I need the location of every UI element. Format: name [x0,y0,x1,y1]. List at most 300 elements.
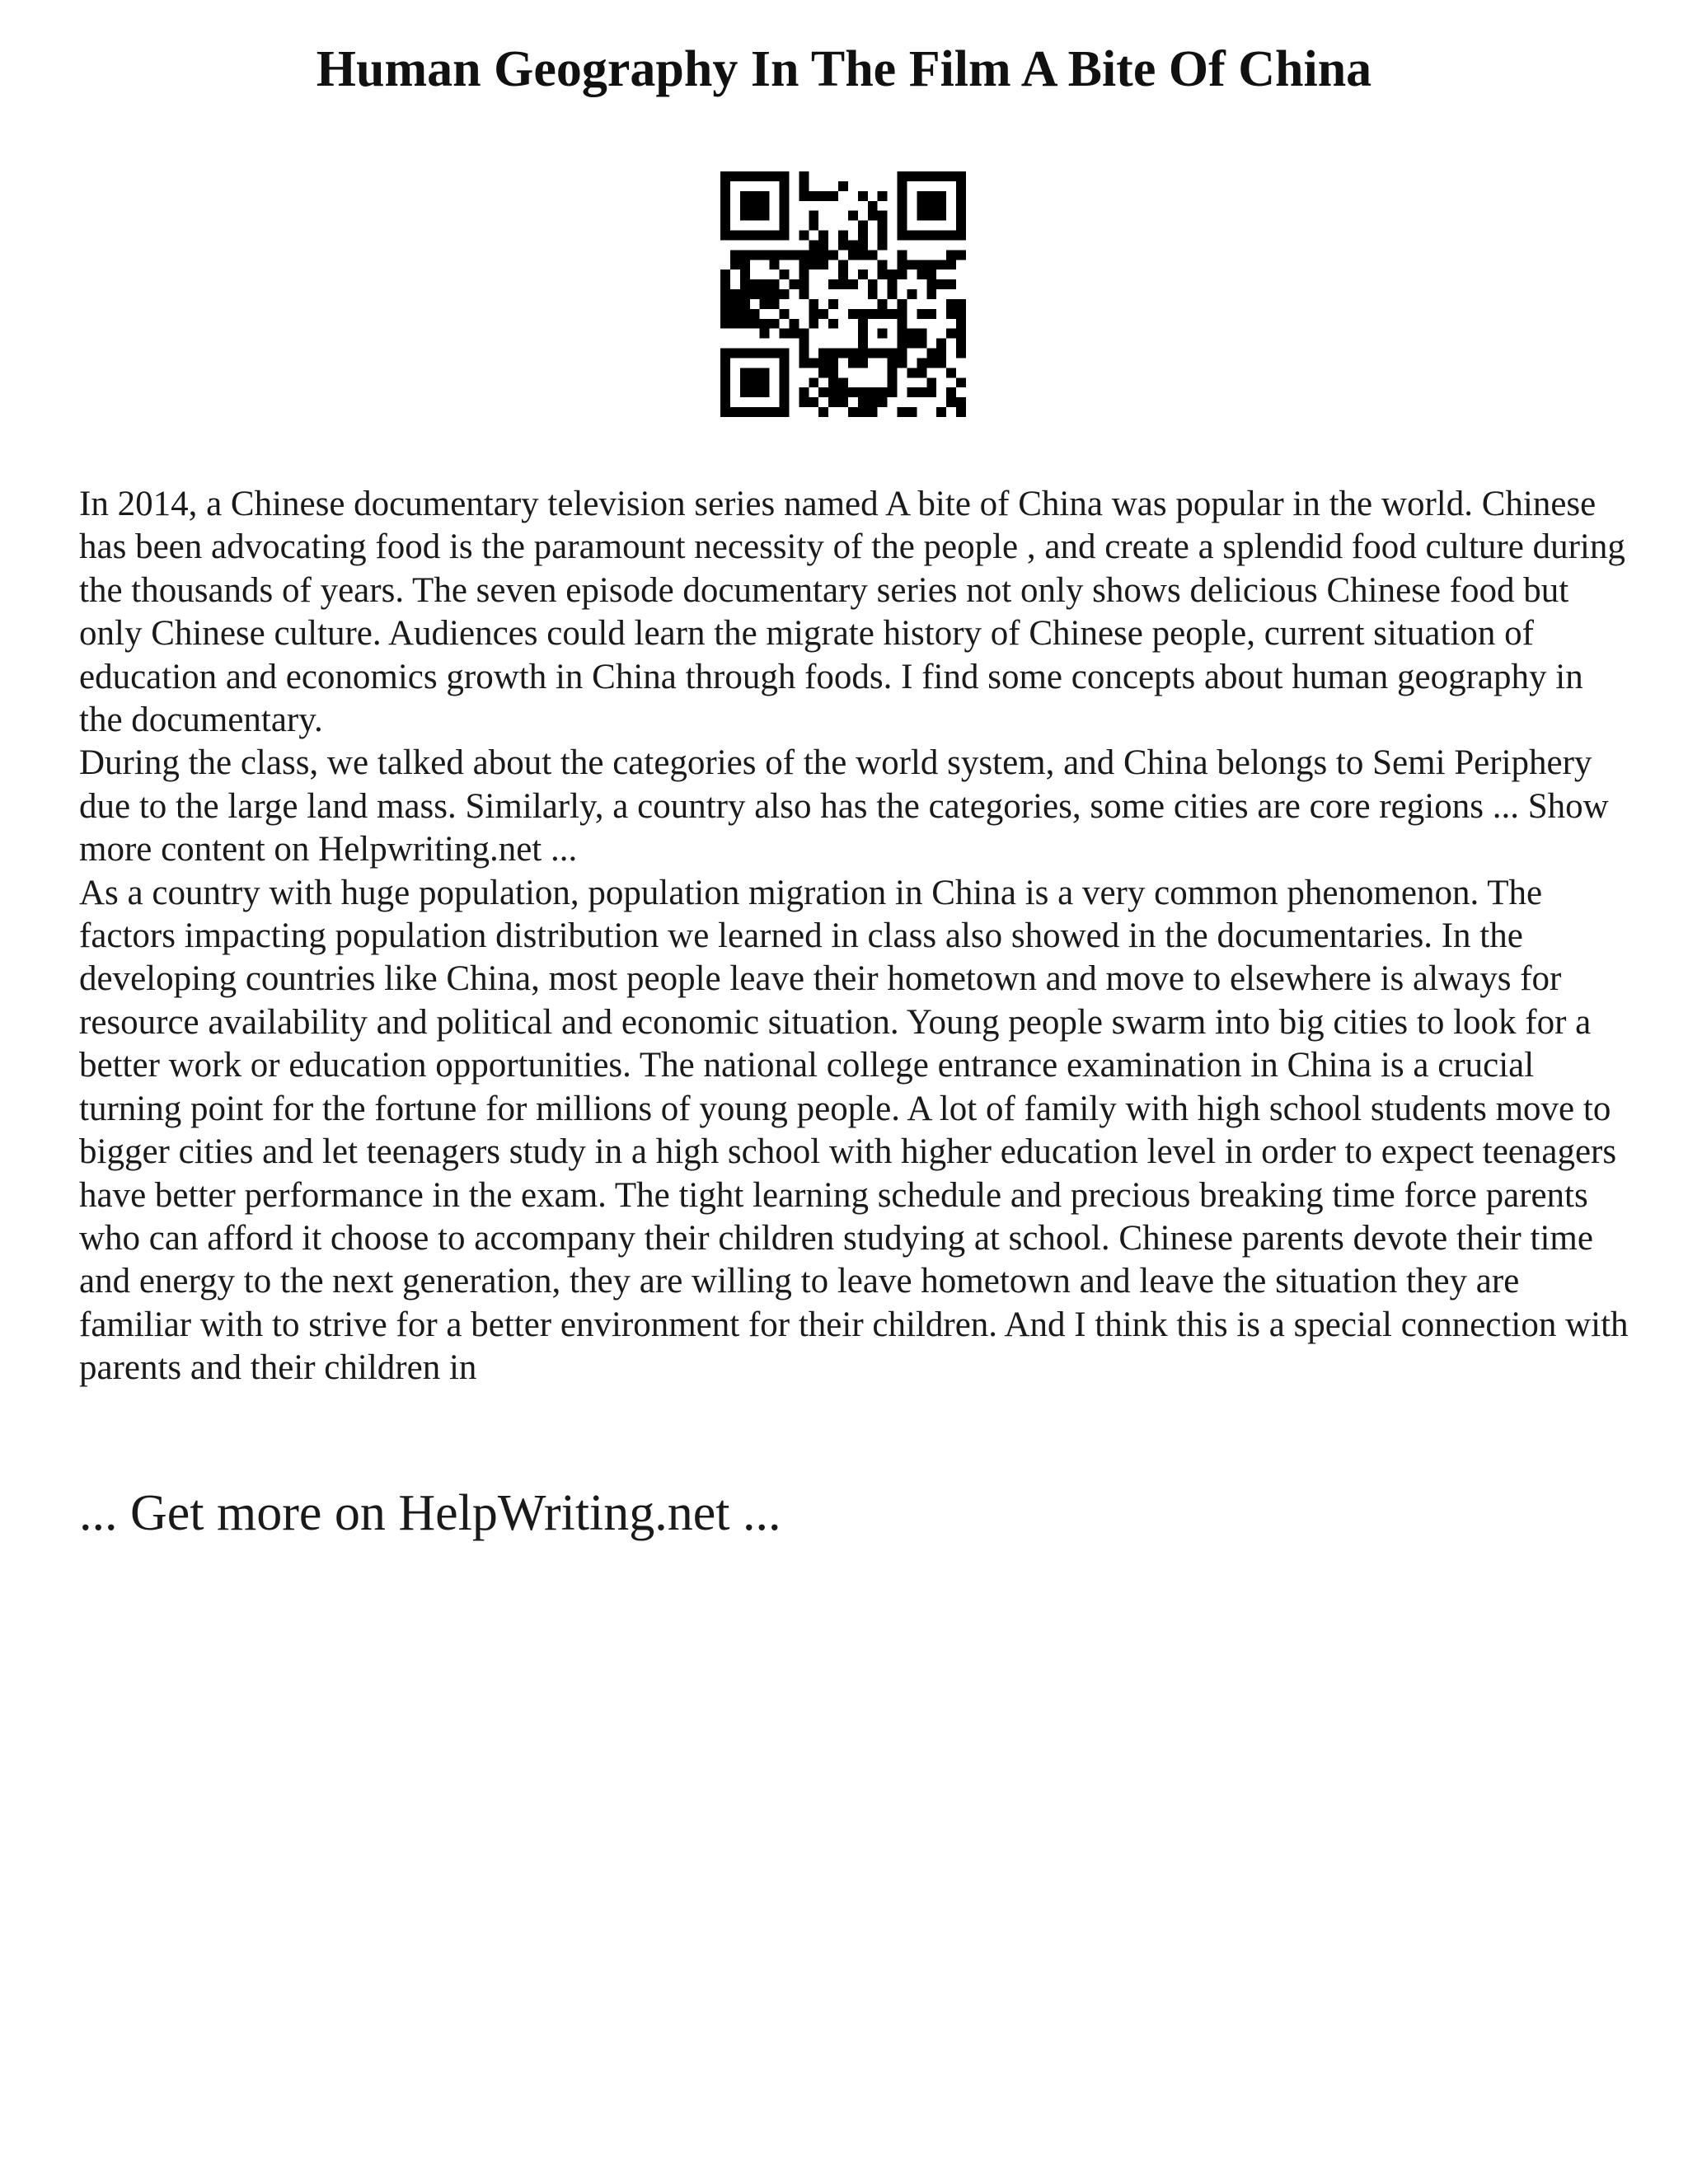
qr-module [780,191,790,201]
qr-module [799,397,809,407]
qr-module [770,260,780,269]
qr-module [917,387,926,397]
qr-module [818,191,828,201]
document-title: Human Geography In The Film A Bite Of China [316,41,1372,97]
qr-module [926,260,936,269]
qr-module [898,407,907,417]
document-body [79,483,1629,1390]
qr-module [828,397,838,407]
qr-module [720,299,730,309]
qr-module [789,329,799,339]
qr-module [917,211,926,221]
qr-module [818,358,828,368]
qr-module [946,231,956,241]
qr-module [898,171,907,181]
qr-module [878,260,888,269]
qr-module [907,171,917,181]
qr-module [760,368,770,377]
qr-module [888,289,898,299]
qr-module [799,387,809,397]
qr-module [946,171,956,181]
qr-module [720,279,730,289]
qr-module [917,368,926,377]
qr-module [828,368,838,377]
qr-module [789,319,799,329]
qr-module [730,171,740,181]
qr-module [926,279,936,289]
qr-module [720,211,730,221]
qr-module [926,191,936,201]
qr-module [848,211,858,221]
qr-module [720,368,730,377]
qr-module [946,368,956,377]
qr-module [868,309,878,319]
qr-module [926,289,936,299]
qr-module [809,221,818,231]
qr-module [848,279,858,289]
qr-module [936,171,946,181]
qr-module [858,250,868,260]
qr-module [907,260,917,269]
qr-module [838,279,848,289]
qr-module [720,309,730,319]
qr-module [926,309,936,319]
qr-module [760,211,770,221]
qr-module [740,299,750,309]
qr-module [868,387,878,397]
qr-module [848,358,858,368]
qr-module [956,211,966,221]
qr-module [720,377,730,387]
qr-module [730,349,740,359]
qr-module [956,299,966,309]
qr-module [917,260,926,269]
qr-module [799,279,809,289]
qr-module [818,349,828,359]
qr-module [730,250,740,260]
qr-module [780,171,790,181]
qr-module [848,407,858,417]
qr-module [760,231,770,241]
qr-module [780,407,790,417]
qr-module [740,279,750,289]
qr-module [828,377,838,387]
qr-module [936,339,946,349]
qr-module [838,260,848,269]
qr-module [770,319,780,329]
qr-module [809,191,818,201]
qr-module [917,171,926,181]
qr-module [878,191,888,201]
qr-module [720,358,730,368]
qr-module [898,319,907,329]
paragraph-intro: In 2014, a Chinese documentary television series named A bite of China was popular in the world. Chinese has been advocating food is the paramount necessity of the people , and create a splendid food culture during the thousands of years. The seven episode documentary series not only shows delicious Chinese food but only Chinese culture. Audiences could learn the migrate history of Chinese people, current situation of education and economics growth in China through foods. I find some concepts about human geography in the documentary. [79,485,1625,740]
qr-module [917,329,926,339]
qr-module [858,397,868,407]
qr-module [898,221,907,231]
qr-module [838,181,848,191]
get-more-link[interactable]: ... Get more on HelpWriting.net ... [79,1485,781,1541]
qr-module [926,358,936,368]
qr-module [936,349,946,359]
qr-module [720,269,730,279]
qr-module [720,181,730,191]
qr-module [936,279,946,289]
qr-module [799,269,809,279]
qr-module [898,201,907,211]
qr-module [818,240,828,250]
qr-module [898,358,907,368]
qr-module [888,387,898,397]
qr-module [720,387,730,397]
qr-module [868,289,878,299]
qr-module [936,201,946,211]
qr-module [917,269,926,279]
qr-module [799,250,809,260]
qr-module [907,387,917,397]
qr-module [740,319,750,329]
qr-module [917,309,926,319]
qr-module [750,387,760,397]
qr-module [750,171,760,181]
qr-module [760,201,770,211]
qr-module [956,319,966,329]
qr-module [818,250,828,260]
qr-code-icon [720,171,966,417]
qr-module [946,260,956,269]
qr-module [888,349,898,359]
qr-module [750,191,760,201]
qr-module [946,309,956,319]
qr-module [848,309,858,319]
qr-module [740,387,750,397]
qr-module [848,240,858,250]
qr-module [858,339,868,349]
qr-module [720,231,730,241]
qr-module [898,309,907,319]
qr-module [780,231,790,241]
qr-module [868,349,878,359]
qr-module [799,191,809,201]
qr-module [926,171,936,181]
qr-module [898,231,907,241]
qr-module [809,377,818,387]
qr-module [760,191,770,201]
qr-module [750,309,760,319]
qr-module [770,171,780,181]
qr-module [946,250,956,260]
qr-module [760,171,770,181]
qr-module [780,181,790,191]
qr-module [956,329,966,339]
qr-module [858,329,868,339]
qr-module [956,191,966,201]
qr-module [740,171,750,181]
qr-module [828,349,838,359]
qr-module [780,368,790,377]
qr-module [917,201,926,211]
qr-module [838,349,848,359]
qr-module [898,339,907,349]
qr-module [878,309,888,319]
qr-module [730,299,740,309]
qr-module [898,349,907,359]
qr-module [838,240,848,250]
qr-module [888,279,898,289]
qr-module [770,289,780,299]
qr-module [888,368,898,377]
qr-module [956,250,966,260]
qr-module [740,289,750,299]
qr-module [898,260,907,269]
qr-module [878,349,888,359]
qr-module [750,407,760,417]
qr-module [956,349,966,359]
qr-module [789,279,799,289]
qr-module [780,329,790,339]
qr-code-graphic [720,171,966,417]
qr-module [878,269,888,279]
qr-module [848,387,858,397]
qr-module [936,407,946,417]
qr-module [818,387,828,397]
qr-module [907,231,917,241]
qr-module [818,309,828,319]
qr-module [917,231,926,241]
qr-module [946,397,956,407]
qr-module [946,299,956,309]
qr-module [770,349,780,359]
qr-module [858,240,868,250]
qr-module [760,349,770,359]
qr-module [926,211,936,221]
qr-module [878,387,888,397]
qr-module [956,181,966,191]
qr-module [878,231,888,241]
qr-module [780,377,790,387]
qr-module [848,250,858,260]
qr-module [799,181,809,191]
qr-module [926,201,936,211]
qr-module [760,377,770,387]
qr-module [838,231,848,241]
qr-module [858,407,868,417]
qr-module [760,387,770,397]
qr-module [956,407,966,417]
qr-module [858,231,868,241]
qr-module [898,329,907,339]
qr-module [720,349,730,359]
qr-module [868,407,878,417]
qr-module [828,191,838,201]
qr-module [888,269,898,279]
qr-module [720,319,730,329]
qr-module [858,358,868,368]
qr-module [936,231,946,241]
qr-module [780,221,790,231]
qr-module [878,299,888,309]
qr-module [907,339,917,349]
qr-module [770,250,780,260]
qr-module [809,309,818,319]
qr-module [838,397,848,407]
qr-module [770,407,780,417]
qr-module [750,231,760,241]
qr-module [750,368,760,377]
qr-module [917,191,926,201]
qr-module [956,231,966,241]
qr-module [780,269,790,279]
qr-module [956,201,966,211]
qr-module [898,250,907,260]
qr-module [780,211,790,221]
qr-module [956,397,966,407]
qr-module [750,250,760,260]
qr-module [828,358,838,368]
qr-module [770,279,780,289]
qr-module [828,299,838,309]
qr-module [730,309,740,319]
qr-module [838,377,848,387]
qr-module [720,407,730,417]
qr-module [868,397,878,407]
qr-module [730,319,740,329]
qr-module [809,250,818,260]
qr-module [760,329,770,339]
qr-module [750,319,760,329]
qr-module [780,387,790,397]
qr-module [926,377,936,387]
qr-module [740,231,750,241]
qr-module [740,368,750,377]
qr-module [888,358,898,368]
qr-module [799,358,809,368]
qr-module [750,377,760,387]
qr-module [888,309,898,319]
qr-module [878,240,888,250]
qr-module [740,191,750,201]
qr-module [936,260,946,269]
qr-module [917,339,926,349]
qr-module [858,309,868,319]
qr-module [858,349,868,359]
qr-module [809,358,818,368]
qr-module [789,250,799,260]
qr-module [740,349,750,359]
qr-module [818,368,828,377]
qr-module [898,211,907,221]
qr-module [946,387,956,397]
qr-module [750,201,760,211]
qr-module [907,329,917,339]
qr-module [720,397,730,407]
qr-module [868,279,878,289]
qr-module [838,269,848,279]
qr-module [858,319,868,329]
qr-module [907,368,917,377]
qr-module [740,269,750,279]
qr-module [799,231,809,241]
qr-module [740,260,750,269]
qr-module [898,181,907,191]
qr-module [926,231,936,241]
qr-module [799,260,809,269]
qr-module [956,377,966,387]
qr-module [926,269,936,279]
qr-module [760,250,770,260]
qr-module [809,319,818,329]
qr-module [818,407,828,417]
qr-module [907,289,917,299]
paragraph-migration: As a country with huge population, population migration in China is a very common phenomenon. The factors impacting population distribution we learned in class also showed in the documentaries. In the developing countries like China, most people leave their hometown and move to elsewhere is always for resource availability and political and economic situation. Young people swarm into big cities to look for a better work or education opportunities. The national college entrance examination in China is a crucial turning point for the fortune for millions of young people. A lot of family with high school students move to bigger cities and let teenagers study in a high school with higher education level in order to expect teenagers have better performance in the exam. The tight learning schedule and precious breaking time force parents who can afford it choose to accompany their children studying at school. Chinese parents devote their time and energy to the next generation, they are willing to leave hometown and leave the situation they are familiar with to strive for a better environment for their children. And I think this is a special connection with parents and their children in [79,873,1629,1388]
qr-module [780,397,790,407]
qr-module [720,201,730,211]
qr-module [878,221,888,231]
qr-module [828,250,838,260]
qr-module [956,221,966,231]
qr-module [799,329,809,339]
qr-module [809,260,818,269]
qr-module [809,299,818,309]
qr-module [898,191,907,201]
qr-module [809,240,818,250]
qr-module [760,319,770,329]
qr-module [770,231,780,241]
qr-module [760,279,770,289]
qr-module [956,309,966,319]
qr-module [936,211,946,221]
qr-module [917,358,926,368]
qr-module [898,269,907,279]
qr-module [858,191,868,201]
qr-module [888,377,898,387]
qr-module [907,407,917,417]
qr-module [946,279,956,289]
qr-module [936,191,946,201]
qr-module [878,211,888,221]
qr-module [780,309,790,319]
qr-module [868,250,878,260]
qr-module [878,397,888,407]
qr-module [848,349,858,359]
qr-module [936,358,946,368]
qr-module [720,289,730,299]
qr-module [770,299,780,309]
qr-module [799,349,809,359]
qr-module [956,339,966,349]
qr-module [720,191,730,201]
qr-module [780,349,790,359]
qr-module [780,289,790,299]
qr-module [809,397,818,407]
qr-module [730,231,740,241]
qr-module [868,201,878,211]
qr-module [926,349,936,359]
qr-module [828,387,838,397]
qr-module [760,299,770,309]
qr-module [730,289,740,299]
qr-module [780,201,790,211]
qr-module [858,387,868,397]
qr-module [750,211,760,221]
qr-module [799,171,809,181]
qr-module [720,221,730,231]
qr-module [730,407,740,417]
qr-module [828,279,838,289]
qr-module [750,279,760,289]
qr-module [720,171,730,181]
qr-module [780,250,790,260]
